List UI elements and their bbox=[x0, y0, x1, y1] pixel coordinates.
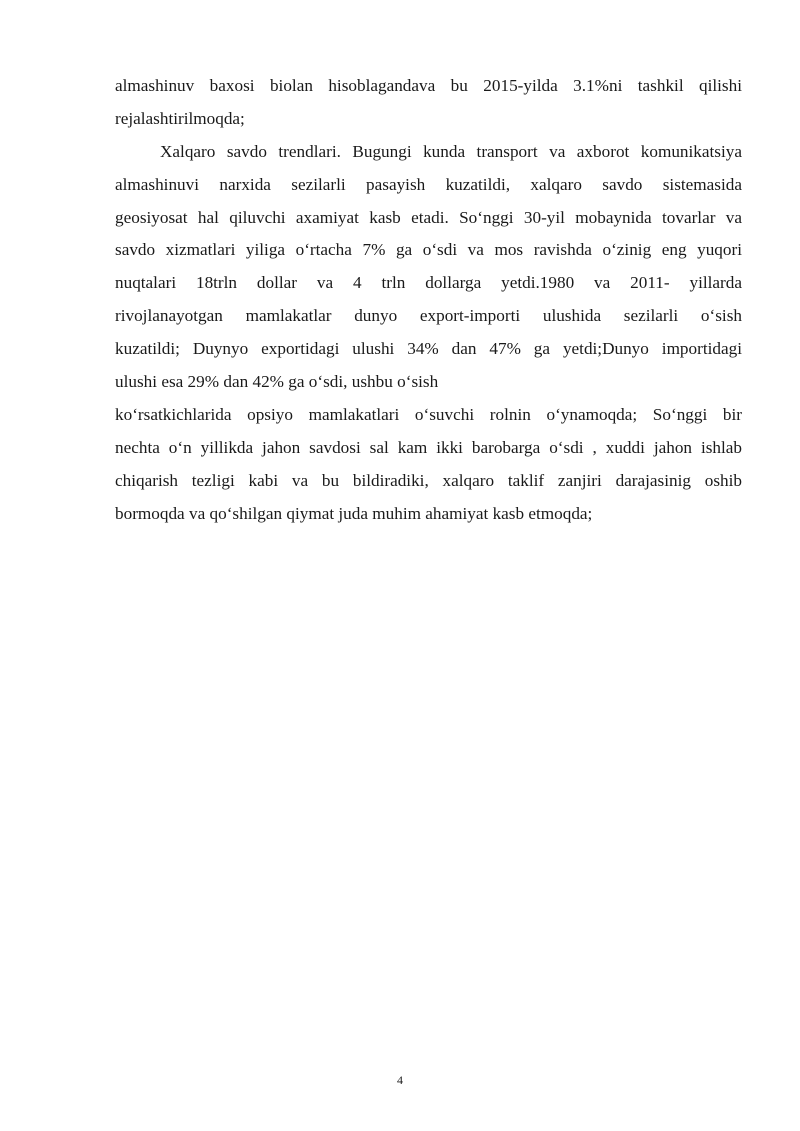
text-line: Xalqaro savdo trendlari. Bugungi kunda transport va axborot komunikatsiya bbox=[160, 141, 742, 161]
text-line: nuqtalari 18trln dollar va 4 trln dollarga yetdi.1980 va 2011- yillarda bbox=[115, 273, 742, 293]
text-line: almashinuvi narxida sezilarli pasayish kuzatildi, xalqaro savdo sistemasida bbox=[115, 174, 742, 194]
page-number: 4 bbox=[397, 1073, 403, 1087]
text-line: geosiyosat hal qiluvchi axamiyat kasb etadi. So‘nggi 30-yil mobaynida tovarlar va bbox=[115, 207, 742, 227]
body-text bbox=[115, 70, 742, 530]
text-line: chiqarish tezligi kabi va bu bildiradiki, xalqaro taklif zanjiri darajasinig oshib bbox=[115, 470, 742, 490]
text-line: savdo xizmatlari yiliga o‘rtacha 7% ga o‘sdi va mos ravishda o‘zinig eng yuqori bbox=[115, 240, 742, 260]
text-line: bormoqda va qo‘shilgan qiymat juda muhim ahamiyat kasb etmoqda; bbox=[115, 503, 593, 523]
text-line: rivojlanayotgan mamlakatlar dunyo export-importi ulushida sezilarli o‘sish bbox=[115, 306, 742, 326]
text-line: rejalashtirilmoqda; bbox=[115, 108, 245, 128]
text-line: ko‘rsatkichlarida opsiyo mamlakatlari o‘suvchi rolnin o‘ynamoqda; So‘nggi bir bbox=[115, 404, 742, 424]
text-line: kuzatildi; Duynyo exportidagi ulushi 34% dan 47% ga yetdi;Dunyo importidagi bbox=[115, 339, 742, 359]
text-line: ulushi esa 29% dan 42% ga o‘sdi, ushbu o‘sish bbox=[115, 372, 439, 392]
text-line: almashinuv baxosi biolan hisoblagandava bu 2015-yilda 3.1%ni tashkil qilishi bbox=[115, 76, 742, 95]
text-line: nechta o‘n yillikda jahon savdosi sal kam ikki barobarga o‘sdi , xuddi jahon ishlab bbox=[115, 437, 742, 457]
